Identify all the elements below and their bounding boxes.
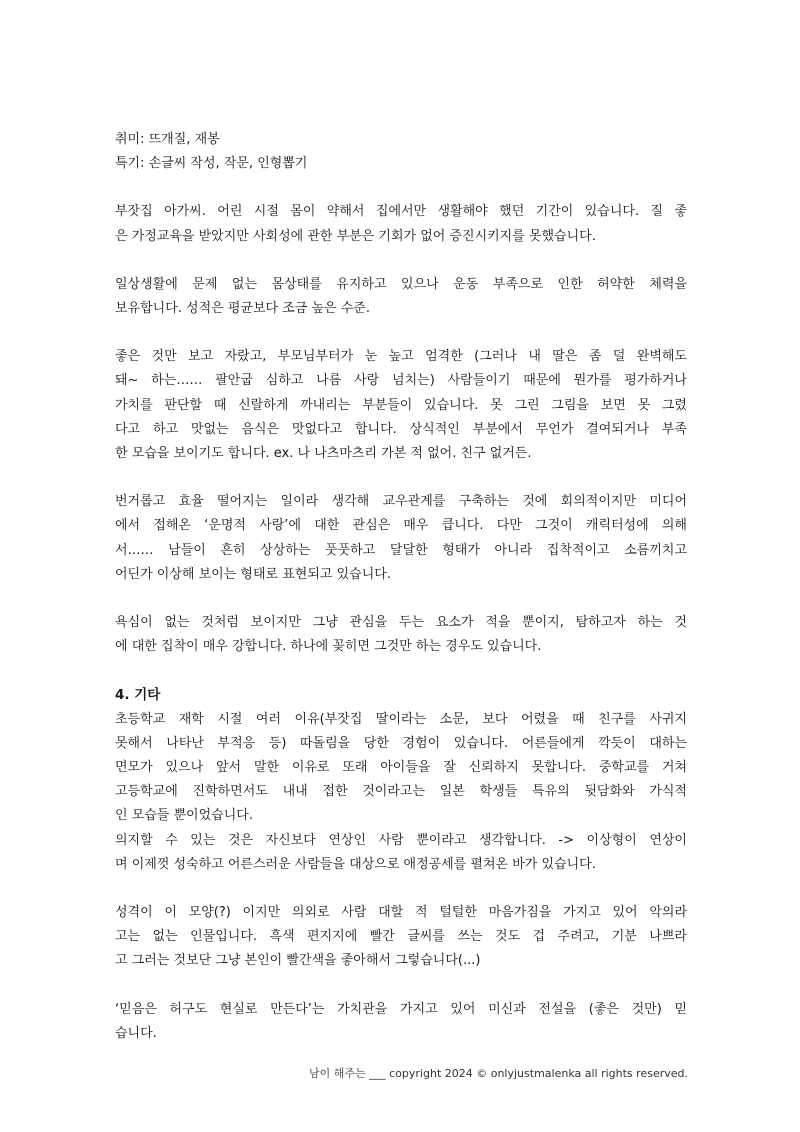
- text-line: 며 이제껏 성숙하고 어른스러운 사람들을 대상으로 애정공세를 펼쳐온 바가 있습니다.: [115, 856, 596, 872]
- text-line: 고는 없는 인물입니다. 흑색 편지지에 빨간 글씨를 쓰는 것도 겁 주려고, 기분 나쁘라: [115, 929, 687, 945]
- text-line: 인 모습들 뿐이었습니다.: [115, 808, 253, 824]
- text-line: 다고 하고 맛없는 음식은 맛없다고 합니다. 상식적인 부분에서 무언가 결여되거나 부족: [115, 421, 687, 437]
- text-line: 고 그러는 것보단 그냥 본인이 빨간색을 좋아해서 그렇습니다(...): [115, 953, 481, 969]
- document-body: [115, 128, 687, 1046]
- text-line: 은 가정교육을 받았지만 사회성에 관한 부분은 기회가 없어 증진시키지를 못했습니다.: [115, 228, 596, 244]
- paragraph-background: [115, 200, 687, 248]
- text-line: 습니다.: [115, 1025, 157, 1041]
- spacer: [115, 587, 687, 611]
- spacer: [115, 974, 687, 998]
- text-line: 성격이 이 모양(?) 이지만 의외로 사람 대할 적 털털한 마음가짐을 가지고 있어 악의라: [115, 905, 687, 921]
- text-line: 보유합니다. 성적은 평균보다 조금 높은 수준.: [115, 301, 370, 317]
- text-line: 좋은 것만 보고 자랐고, 부모님부터가 눈 높고 엄격한 (그러나 내 딸은 좀 덜 완벽해도: [115, 349, 687, 365]
- text-line: 서…… 남들이 흔히 상상하는 풋풋하고 달달한 형태가 아니라 집착적이고 소름끼치고: [115, 542, 687, 558]
- text-line: 고등학교에 진학하면서도 내내 접한 것이라고는 일본 학생들 특유의 뒷담화와 가식적: [115, 784, 687, 800]
- spacer: [115, 466, 687, 490]
- text-line: 못해서 나타난 부적응 등) 따돌림을 당한 경험이 있습니다. 어른들에게 깍듯이 대하는: [115, 735, 687, 751]
- text-line: 면모가 있으나 앞서 말한 이유로 또래 아이들을 잘 신뢰하지 못합니다. 중학교를 거쳐: [115, 760, 687, 776]
- text-line: ‘믿음은 허구도 현실로 만든다’는 가치관을 가지고 있어 미신과 전설을 (좋은 것만) 믿: [115, 1001, 687, 1017]
- spacer: [115, 659, 687, 683]
- text-line: 욕심이 없는 것처럼 보이지만 그냥 관심을 두는 요소가 적을 뿐이지, 탐하고자 하는 것: [115, 615, 687, 631]
- text-line: 어딘가 이상해 보이는 형태로 표현되고 있습니다.: [115, 566, 391, 582]
- text-line: 일상생활에 문제 없는 몸상태를 유지하고 있으나 운동 부족으로 인한 허약한 체력을: [115, 276, 687, 292]
- text-line: 에서 접해온 ‘운명적 사랑’에 대한 관심은 매우 큽니다. 다만 그것이 캐릭터성에 의해: [115, 518, 687, 534]
- paragraph-health: [115, 273, 687, 321]
- spacer: [115, 249, 687, 273]
- paragraph-belief: [115, 998, 687, 1046]
- text-line: 의지할 수 있는 것은 자신보다 연상인 사람 뿐이라고 생각합니다. -> 이상형이 연상이: [115, 832, 687, 848]
- spacer: [115, 877, 687, 901]
- section-heading: 4. 기타: [115, 687, 161, 704]
- copyright-footer: 남이 해주는 ___ copyright 2024 © onlyjustmalenka all rights reserved.: [309, 1067, 688, 1080]
- text-line: 가치를 판단할 때 신랄하게 까내리는 부분들이 있습니다. 못 그린 그림을 보면 못 그렸: [115, 397, 687, 413]
- paragraph-personality: [115, 345, 687, 466]
- paragraph-desire: [115, 611, 687, 659]
- paragraph-relationships: [115, 490, 687, 587]
- paragraph-school: [115, 708, 687, 877]
- paragraph-attitude: [115, 901, 687, 974]
- text-line: 돼~ 하는…… 팔안굽 심하고 나름 사랑 넘치는) 사람들이기 때문에 뭔가를 평가하거나: [115, 373, 687, 389]
- text-line: 부잣집 아가씨. 어린 시절 몸이 약해서 집에서만 생활해야 했던 기간이 있습니다. 질 좋: [115, 204, 687, 220]
- text-line: 한 모습을 보이기도 합니다. ex. 나 나츠마츠리 가본 적 없어. 친구 없거든.: [115, 446, 532, 462]
- text-line: 에 대한 집착이 매우 강합니다. 하나에 꽂히면 그것만 하는 경우도 있습니다.: [115, 639, 542, 655]
- spacer: [115, 176, 687, 200]
- profile-skill: 특기: 손글씨 작성, 작문, 인형뽑기: [115, 156, 308, 172]
- spacer: [115, 321, 687, 345]
- text-line: 번거롭고 효율 떨어지는 일이라 생각해 교우관계를 구축하는 것에 회의적이지만 미디어: [115, 494, 687, 510]
- profile-hobby: 취미: 뜨개질, 재봉: [115, 132, 220, 147]
- text-line: 초등학교 재학 시절 여러 이유(부잣집 딸이라는 소문, 보다 어렸을 때 친구를 사귀지: [115, 711, 687, 727]
